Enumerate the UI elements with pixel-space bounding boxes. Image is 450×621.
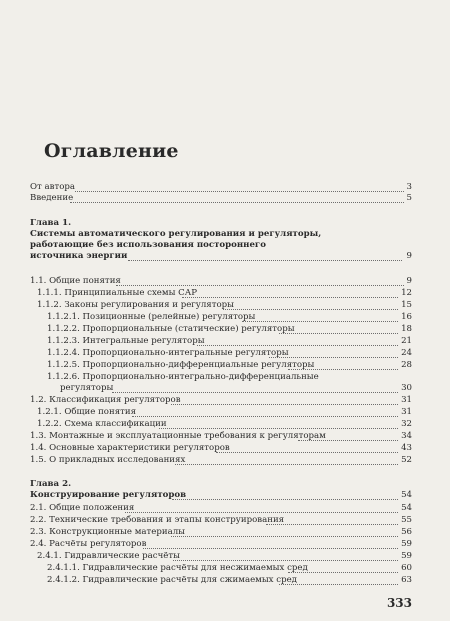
dot-leader	[288, 369, 398, 370]
entry-1-1-2-6-line-1: 1.1.2.6. Пропорционально-интегрально-дифференциальные	[47, 372, 319, 382]
toc-entry-title: 1.1.2.4. Пропорционально-интегральные регуляторы	[47, 348, 289, 358]
dot-leader	[173, 560, 398, 561]
toc-entry	[0, 551, 450, 562]
chapter-1-title-line-3: источника энергии	[30, 251, 128, 261]
toc-entry-page: 18	[401, 324, 412, 334]
dot-leader	[197, 345, 398, 346]
toc-entry-title: 2.4. Расчёты регуляторов	[30, 539, 147, 549]
dot-leader	[216, 452, 398, 453]
toc-entry-title: 1.1. Общие понятия	[30, 276, 121, 286]
toc-entry	[0, 324, 450, 335]
toc-entry	[0, 336, 450, 347]
toc-entry-title: 1.1.2. Законы регулирования и регуляторы	[37, 300, 234, 310]
toc-entry-title: 1.1.2.2. Пропорциональные (статические) регуляторы	[47, 324, 295, 334]
toc-entry	[0, 193, 450, 204]
chapter-2-title-row	[0, 490, 450, 501]
toc-entry	[0, 575, 450, 586]
toc-entry-page: 28	[401, 360, 412, 370]
dot-leader	[266, 524, 398, 525]
toc-entry-title: 2.3. Конструкционные материалы	[30, 527, 186, 537]
dot-leader	[172, 499, 398, 500]
dot-leader	[279, 584, 398, 585]
toc-entry-page: 59	[401, 539, 412, 549]
toc-entry	[0, 515, 450, 526]
dot-leader	[125, 512, 398, 513]
toc-entry-page: 16	[401, 312, 412, 322]
toc-entry-title: 2.4.1.2. Гидравлические расчёты для сжимаемых сред	[47, 575, 297, 585]
toc-entry-page: 54	[401, 503, 412, 513]
toc-entry-title: Введение	[30, 193, 74, 203]
dot-leader	[279, 333, 398, 334]
toc-entry	[0, 348, 450, 359]
toc-entry	[0, 431, 450, 442]
toc-entry-page: 12	[401, 288, 412, 298]
toc-entry	[0, 276, 450, 287]
toc-entry-page: 59	[401, 551, 412, 561]
toc-entry	[0, 443, 450, 454]
toc-entry-page: 32	[401, 419, 412, 429]
toc-entry	[0, 455, 450, 466]
chapter-1-label: Глава 1.	[30, 218, 72, 228]
toc-entry-page: 5	[406, 193, 412, 203]
dot-leader	[223, 309, 398, 310]
dot-leader	[175, 464, 398, 465]
toc-entry-page: 43	[401, 443, 412, 453]
dot-leader	[132, 416, 398, 417]
toc-entry-page: 31	[401, 395, 412, 405]
toc-entry-page: 34	[401, 431, 412, 441]
toc-entry	[0, 539, 450, 550]
toc-entry-page: 52	[401, 455, 412, 465]
entry-1-1-2-6-page: 30	[401, 383, 412, 393]
toc-entry	[0, 407, 450, 418]
entry-1-1-2-6-line-2: регуляторы	[60, 383, 114, 393]
toc-entry-title: 1.2.1. Общие понятия	[37, 407, 137, 417]
dot-leader	[171, 536, 398, 537]
toc-entry-title: 1.2. Классификация регуляторов	[30, 395, 181, 405]
toc-entry-title: От автора	[30, 182, 76, 192]
dot-leader	[75, 191, 404, 192]
toc-entry-title: 1.1.1. Принципиальные схемы САР	[37, 288, 198, 298]
toc-entry-title: 2.4.1.1. Гидравлические расчёты для несжимаемых сред	[47, 563, 308, 573]
chapter-1-page: 9	[406, 251, 412, 261]
chapter-1-title-row	[0, 251, 450, 262]
page-number: 333	[386, 596, 412, 610]
toc-entry	[0, 312, 450, 323]
toc-entry	[0, 288, 450, 299]
toc-entry-title: 1.1.2.5. Пропорционально-дифференциальные регуляторы	[47, 360, 315, 370]
dot-leader	[288, 572, 398, 573]
dot-leader	[143, 548, 398, 549]
toc-entry-page: 56	[401, 527, 412, 537]
toc-entry	[0, 182, 450, 193]
dot-leader	[171, 404, 398, 405]
entry-1-1-2-6-row	[0, 383, 450, 394]
dot-leader	[182, 297, 398, 298]
dot-leader	[112, 392, 398, 393]
toc-entry-title: 2.1. Общие положения	[30, 503, 135, 513]
toc-entry	[0, 563, 450, 574]
toc-entry-page: 60	[401, 563, 412, 573]
toc-entry-page: 24	[401, 348, 412, 358]
page-title: Оглавление	[44, 140, 179, 162]
dot-leader	[159, 428, 398, 429]
toc-entry-page: 21	[401, 336, 412, 346]
chapter-1-title-line-1: Системы автоматического регулирования и регуляторы,	[30, 229, 322, 239]
toc-entry-page: 9	[406, 276, 412, 286]
toc-entry-title: 1.1.2.1. Позиционные (релейные) регуляторы	[47, 312, 256, 322]
toc-entry	[0, 419, 450, 430]
toc-entry-page: 55	[401, 515, 412, 525]
dot-leader	[70, 202, 404, 203]
dot-leader	[298, 440, 398, 441]
chapter-1-title-line-2: работающие без использования постороннего	[30, 240, 266, 250]
toc-entry-title: 2.4.1. Гидравлические расчёты	[37, 551, 180, 561]
toc-entry	[0, 527, 450, 538]
dot-leader	[128, 260, 402, 261]
toc-entry-title: 1.4. Основные характеристики регуляторов	[30, 443, 230, 453]
toc-entry-title: 1.3. Монтажные и эксплуатационные требования к регуляторам	[30, 431, 326, 441]
chapter-2-page: 54	[401, 490, 412, 500]
toc-entry-page: 15	[401, 300, 412, 310]
toc-entry-title: 1.1.2.3. Интегральные регуляторы	[47, 336, 205, 346]
toc-entry	[0, 300, 450, 311]
toc-entry-page: 31	[401, 407, 412, 417]
toc-entry-page: 3	[406, 182, 412, 192]
toc-entry-title: 1.5. О прикладных исследованиях	[30, 455, 186, 465]
toc-entry-page: 63	[401, 575, 412, 585]
dot-leader	[269, 357, 398, 358]
toc-entry	[0, 360, 450, 371]
chapter-2-title: Конструирование регуляторов	[30, 490, 187, 500]
toc-entry-title: 2.2. Технические требования и этапы конструирования	[30, 515, 285, 525]
toc-entry	[0, 503, 450, 514]
chapter-2-label: Глава 2.	[30, 479, 72, 489]
dot-leader	[116, 285, 404, 286]
toc-entry-title: 1.2.2. Схема классификации	[37, 419, 167, 429]
toc-entry	[0, 395, 450, 406]
dot-leader	[242, 321, 398, 322]
